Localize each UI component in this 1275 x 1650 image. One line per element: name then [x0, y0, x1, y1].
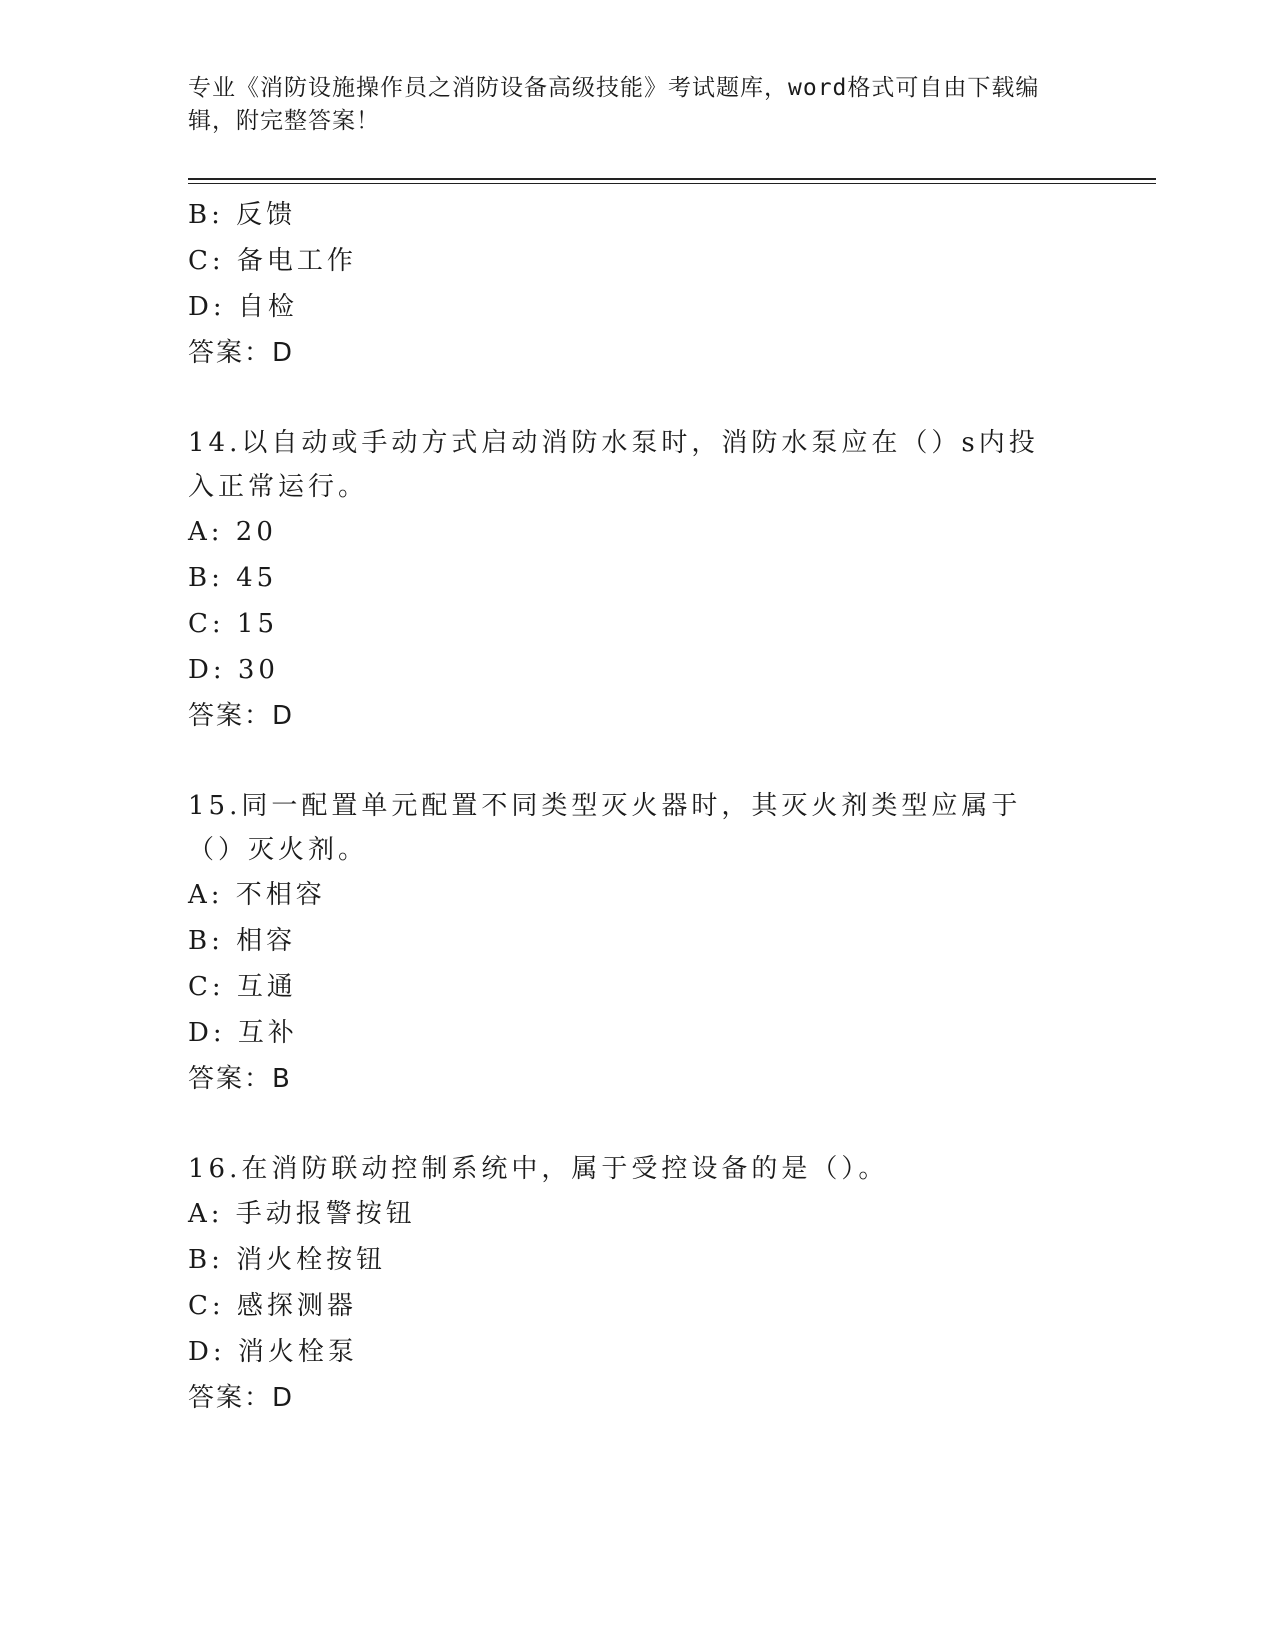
option-b: B: 相容 [188, 926, 297, 956]
question-text [188, 1147, 1068, 1191]
option-c: C: 互通 [188, 972, 297, 1002]
question-number: 16. [188, 1154, 242, 1184]
header-divider-thin [188, 183, 1156, 184]
question-text [188, 421, 1068, 509]
answer-line: 答案：D [188, 338, 295, 368]
option-b: B: 反馈 [188, 200, 297, 230]
option-c: C: 备电工作 [188, 246, 357, 276]
option-a: A: 手动报警按钮 [188, 1199, 416, 1229]
option-d: D: 30 [188, 655, 279, 685]
question-text [188, 784, 1068, 872]
option-d: D: 自检 [188, 292, 298, 322]
document-header-text: 专业《消防设施操作员之消防设备高级技能》考试题库，word格式可自由下载编辑，附完整答案！ [188, 75, 1040, 134]
option-c: C: 感探测器 [188, 1291, 357, 1321]
question-16 [188, 1147, 1088, 1421]
option-c: C: 15 [188, 609, 279, 639]
option-d: D: 互补 [188, 1018, 298, 1048]
option-b: B: 45 [188, 563, 278, 593]
option-b: B: 消火栓按钮 [188, 1245, 387, 1275]
question-14 [188, 421, 1088, 739]
question-number: 15. [188, 791, 242, 821]
answer-line: 答案：D [188, 1383, 295, 1413]
option-a: A: 不相容 [188, 880, 326, 910]
question-number: 14. [188, 428, 242, 458]
question-13-tail [188, 192, 1088, 376]
answer-line: 答案：D [188, 701, 295, 731]
question-stem: 同一配置单元配置不同类型灭火器时，其灭火剂类型应属于（）灭火剂。 [188, 791, 1022, 865]
answer-line: 答案：B [188, 1064, 292, 1094]
header-divider-thick [188, 178, 1156, 180]
option-d: D: 消火栓泵 [188, 1337, 358, 1367]
question-15 [188, 784, 1088, 1102]
question-stem: 以自动或手动方式启动消防水泵时，消防水泵应在（）s内投入正常运行。 [188, 428, 1039, 502]
question-stem: 在消防联动控制系统中，属于受控设备的是（）。 [241, 1154, 889, 1184]
option-a: A: 20 [188, 517, 277, 547]
question-list [188, 192, 1088, 1421]
